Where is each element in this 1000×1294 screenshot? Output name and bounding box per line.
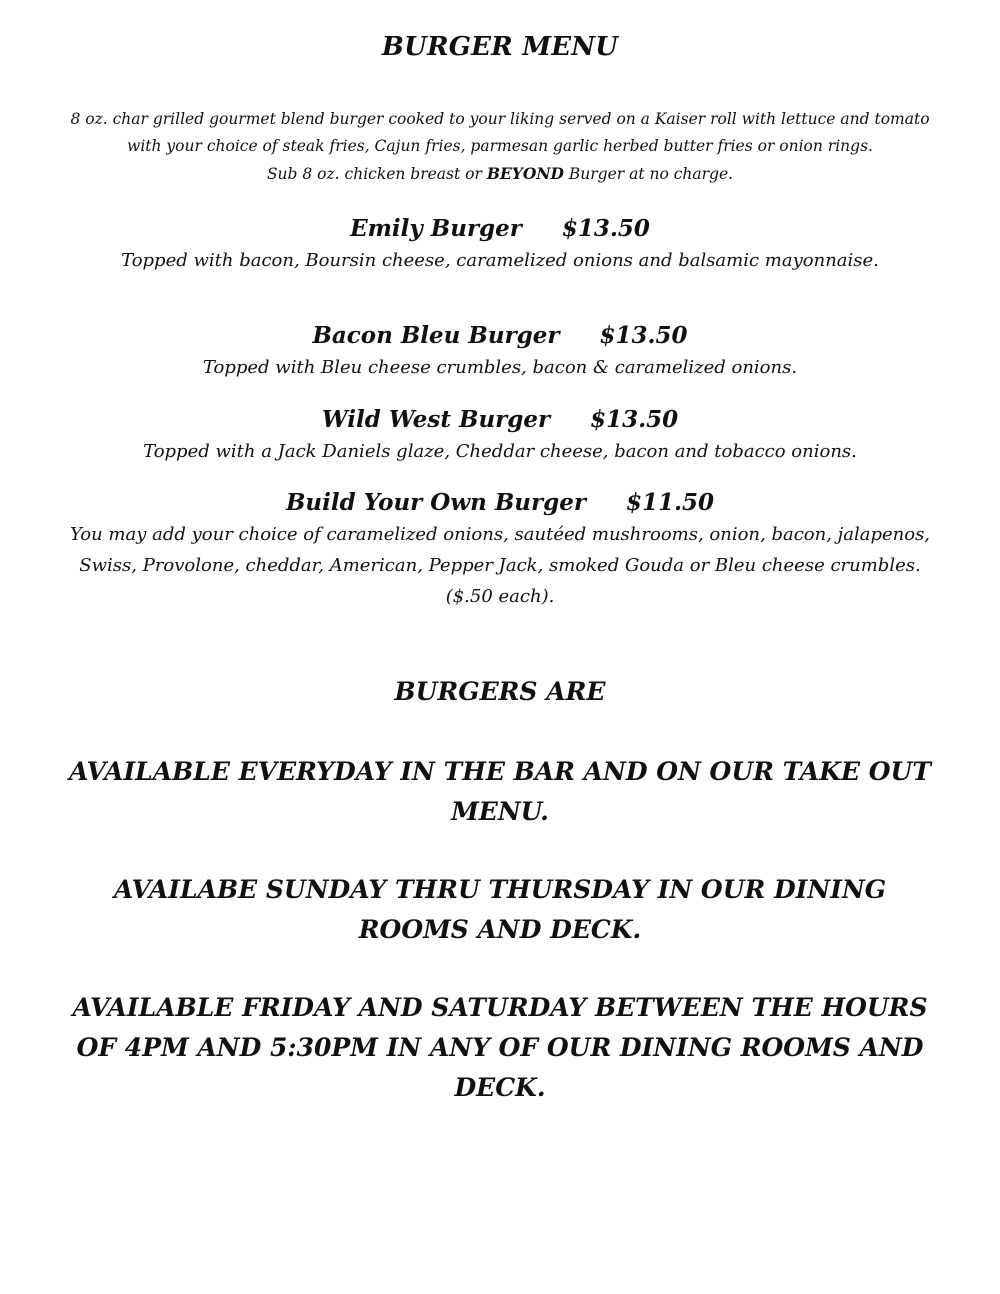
availability-weekend-notice: [40, 988, 960, 1108]
availability-heading: BURGERS ARE: [394, 677, 606, 706]
item-name: Wild West Burger: [321, 406, 551, 433]
item-description-line-2: Swiss, Provolone, cheddar, American, Pepper Jack, smoked Gouda or Bleu cheese crumbles.: [79, 555, 921, 576]
intro-line-1: 8 oz. char grilled gourmet blend burger cooked to your liking served on a Kaiser roll with lettuce and tomato: [70, 110, 930, 128]
intro-line-2: with your choice of steak fries, Cajun fries, parmesan garlic herbed butter fries or onion rings.: [127, 137, 873, 155]
intro-line-3-post: Burger at no charge.: [563, 165, 734, 183]
item-description: Topped with bacon, Boursin cheese, caramelized onions and balsamic mayonnaise.: [121, 250, 879, 271]
item-name: Bacon Bleu Burger: [312, 322, 560, 349]
availability-weekend-line-2: OF 4PM AND 5:30PM IN ANY OF OUR DINING ROOMS AND: [76, 1033, 924, 1062]
intro-line-3: [40, 160, 960, 188]
menu-item-emily-burger: [20, 213, 980, 276]
availability-weekend-line-1: AVAILABLE FRIDAY AND SATURDAY BETWEEN THE HOURS: [72, 993, 928, 1022]
item-description-line-3: ($.50 each).: [445, 586, 555, 607]
item-heading: [20, 404, 980, 436]
menu-item-build-your-own-burger: [20, 487, 980, 612]
item-name: Emily Burger: [350, 215, 522, 242]
availability-weekend-line-3: DECK.: [454, 1073, 546, 1102]
item-description: Topped with a Jack Daniels glaze, Cheddar cheese, bacon and tobacco onions.: [143, 441, 857, 462]
availability-weekday-notice: [40, 870, 960, 950]
availability-weekday-line-2: ROOMS AND DECK.: [358, 915, 642, 944]
item-description: Topped with Bleu cheese crumbles, bacon & caramelized onions.: [202, 357, 798, 378]
item-heading: [20, 487, 980, 519]
item-heading: [20, 213, 980, 245]
item-name: Build Your Own Burger: [285, 489, 586, 516]
intro-beyond-bold: BEYOND: [486, 164, 564, 183]
item-price: $13.50: [599, 322, 688, 349]
availability-bar-notice: [40, 752, 960, 832]
page-title: BURGER MENU: [381, 32, 619, 62]
menu-item-wild-west-burger: [20, 404, 980, 467]
availability-weekday-line-1: AVAILABE SUNDAY THRU THURSDAY IN OUR DINING: [113, 875, 887, 904]
availability-bar-line-1: AVAILABLE EVERYDAY IN THE BAR AND ON OUR TAKE OUT: [69, 757, 931, 786]
item-description-line-1: You may add your choice of caramelized onions, sautéed mushrooms, onion, bacon, jalapenos,: [69, 524, 931, 545]
item-price: $13.50: [561, 215, 650, 242]
intro-line-3-pre: Sub 8 oz. chicken breast or: [266, 165, 487, 183]
item-price: $11.50: [625, 489, 715, 516]
availability-bar-line-2: MENU.: [451, 797, 549, 826]
item-heading: [20, 320, 980, 352]
menu-item-bacon-bleu-burger: [20, 320, 980, 383]
item-price: $13.50: [590, 406, 679, 433]
menu-intro: [40, 106, 960, 188]
